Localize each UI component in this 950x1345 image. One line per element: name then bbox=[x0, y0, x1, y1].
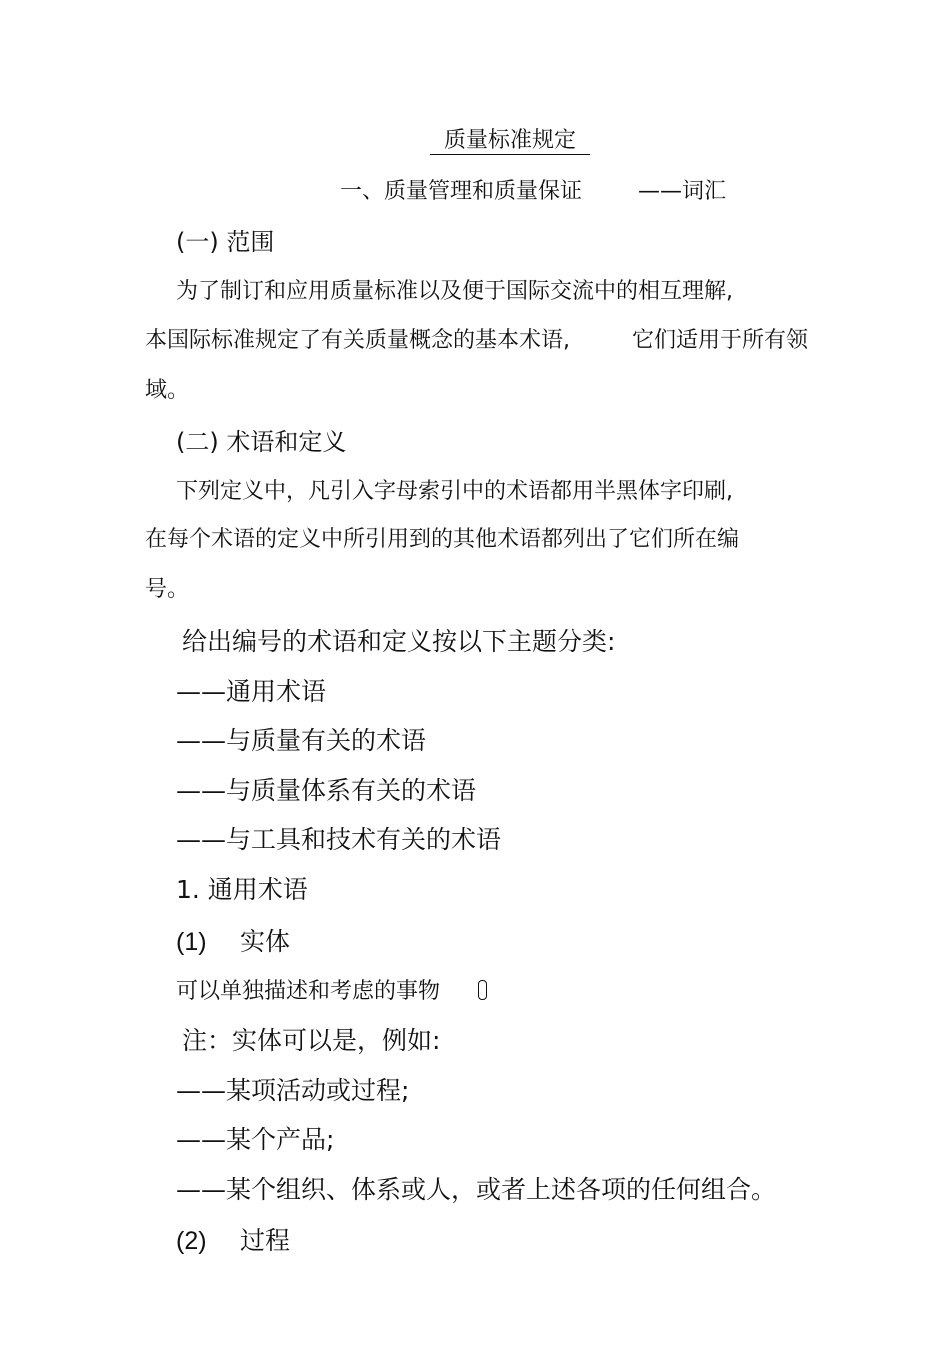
dash-marker: —— bbox=[176, 825, 226, 854]
category-text: 通用术语 bbox=[226, 677, 327, 706]
heading-separator: —— bbox=[638, 179, 683, 204]
heading-tail: 词汇 bbox=[682, 179, 727, 204]
terms-paragraph-line-2: 在每个术语的定义中所引用到的其他术语都列出了它们所在编 bbox=[145, 527, 740, 552]
category-text: 与质量有关的术语 bbox=[226, 726, 427, 755]
section-heading-text: 一、质量管理和质量保证 bbox=[340, 179, 583, 204]
terms-paragraph-line-1: 下列定义中，凡引入字母索引中的术语都用半黑体字印刷, bbox=[176, 479, 733, 504]
term-2-label: 过程 bbox=[240, 1226, 291, 1255]
term-1-definition bbox=[176, 980, 487, 1003]
section-1-heading: 1. 通用术语 bbox=[176, 875, 308, 904]
scope-paragraph-line-1: 为了制订和应用质量标准以及便于国际交流中的相互理解, bbox=[176, 279, 733, 304]
scope-heading: (一) 范围 bbox=[176, 228, 275, 256]
term-1 bbox=[176, 929, 290, 955]
scope-paragraph-line-3: 域。 bbox=[145, 378, 190, 403]
terms-paragraph-line-3: 号。 bbox=[145, 577, 190, 602]
dash-marker: —— bbox=[176, 1175, 226, 1204]
term-1-definition-text: 可以单独描述和考虑的事物 bbox=[176, 979, 441, 1004]
doc-title: 质量标准规定 bbox=[430, 130, 590, 155]
dash-marker: —— bbox=[176, 677, 226, 706]
dash-marker: —— bbox=[176, 776, 226, 805]
section-heading bbox=[340, 181, 726, 203]
scope-paragraph-line-2a: 本国际标准规定了有关质量概念的基本术语, bbox=[145, 328, 570, 353]
note-item-text: 某个组织、体系或人，或者上述各项的任何组合。 bbox=[226, 1175, 777, 1204]
note-item bbox=[176, 1177, 776, 1202]
scope-paragraph-line-2b: 它们适用于所有领 bbox=[632, 328, 809, 353]
term-2-number: (2) bbox=[176, 1227, 207, 1255]
category-item bbox=[176, 679, 326, 704]
dash-marker: —— bbox=[176, 1076, 226, 1105]
placeholder-box-icon bbox=[478, 980, 487, 1000]
note-item-text: 某项活动或过程; bbox=[226, 1076, 410, 1105]
term-2 bbox=[176, 1228, 290, 1254]
note-item bbox=[176, 1078, 409, 1103]
category-item bbox=[176, 778, 476, 803]
term-1-number: (1) bbox=[176, 928, 207, 956]
categories-intro: 给出编号的术语和定义按以下主题分类: bbox=[182, 627, 616, 656]
dash-marker: —— bbox=[176, 726, 226, 755]
dash-marker: —— bbox=[176, 1125, 226, 1154]
note-item-text: 某个产品; bbox=[226, 1125, 335, 1154]
category-text: 与工具和技术有关的术语 bbox=[226, 825, 502, 854]
note-heading: 注：实体可以是，例如: bbox=[182, 1026, 441, 1055]
term-1-label: 实体 bbox=[240, 927, 291, 956]
scope-paragraph-line-2 bbox=[145, 330, 808, 352]
note-item bbox=[176, 1127, 334, 1152]
terms-heading: (二) 术语和定义 bbox=[176, 428, 347, 456]
category-item bbox=[176, 728, 426, 753]
category-text: 与质量体系有关的术语 bbox=[226, 776, 477, 805]
category-item bbox=[176, 827, 501, 852]
